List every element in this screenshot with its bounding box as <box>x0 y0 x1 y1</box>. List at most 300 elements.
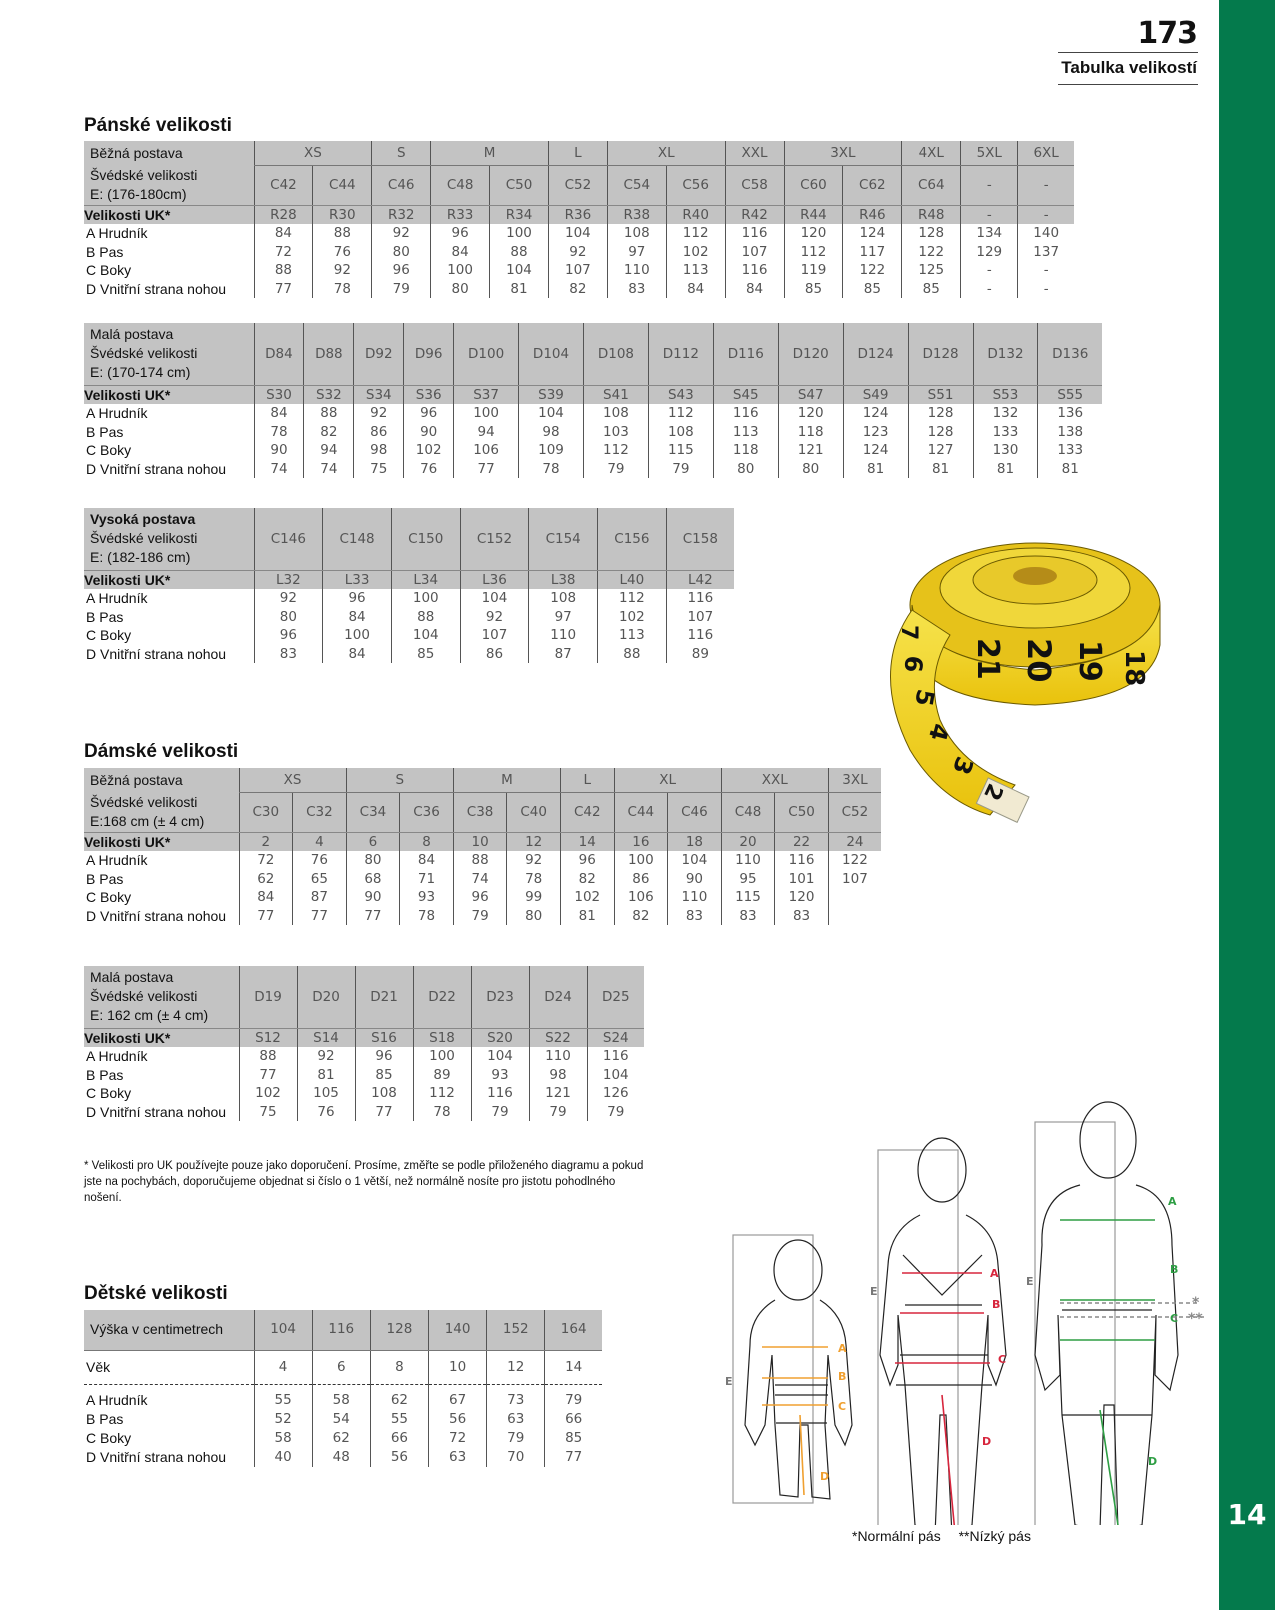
waist-cell: 71 <box>400 870 454 889</box>
size-group-header: XS <box>239 768 346 792</box>
swedish-size-cell: D84 <box>254 323 304 385</box>
waist-cell: 93 <box>471 1066 529 1085</box>
uk-size-cell: S24 <box>587 1028 644 1047</box>
uk-size-cell: S34 <box>354 385 404 404</box>
uk-size-cell: S18 <box>413 1028 471 1047</box>
waist-cell: 117 <box>843 243 902 262</box>
uk-size-cell: 14 <box>560 832 614 851</box>
hips-cell: 124 <box>843 441 908 460</box>
waist-cell: 80 <box>372 243 431 262</box>
row-label: D Vnitřní strana nohou <box>86 645 227 662</box>
uk-size-cell: R42 <box>725 205 784 224</box>
row-label: A Hrudník <box>86 852 148 868</box>
size-group-header: XXL <box>725 141 784 165</box>
row-label: Velikosti UK* <box>84 205 254 224</box>
hips-cell: 120 <box>775 888 829 907</box>
chest-cell: 88 <box>313 224 372 243</box>
label-d: D <box>820 1470 830 1483</box>
child-figure-outline <box>745 1240 852 1499</box>
chest-row <box>84 589 734 608</box>
waist-cell: 90 <box>668 870 722 889</box>
chest-cell: 58 <box>312 1384 370 1410</box>
hips-cell: 109 <box>519 441 584 460</box>
inseam-cell: - <box>1018 280 1074 299</box>
label-a: A <box>990 1267 999 1280</box>
chest-cell: 112 <box>598 589 667 608</box>
row-label: B Pas <box>86 1066 124 1083</box>
uk-size-cell: S41 <box>583 385 648 404</box>
tape-number: 6 <box>898 654 928 674</box>
hips-cell: 100 <box>323 626 392 645</box>
label-c: C <box>838 1400 847 1413</box>
uk-size-cell: S30 <box>254 385 304 404</box>
hips-cell: 96 <box>372 261 431 280</box>
swedish-size-cell: D112 <box>648 323 713 385</box>
waist-cell: 63 <box>487 1410 545 1429</box>
hips-cell: 127 <box>908 441 973 460</box>
hips-cell: 118 <box>713 441 778 460</box>
row-label: D Vnitřní strana nohou <box>86 280 227 297</box>
chest-cell: 116 <box>587 1047 644 1066</box>
inseam-cell: 85 <box>391 645 460 664</box>
waist-cell: 84 <box>323 608 392 627</box>
chest-cell: 88 <box>453 851 507 870</box>
row-label: B Pas <box>86 1410 124 1427</box>
page-title: Tabulka velikostí <box>1061 58 1197 77</box>
waist-cell: 94 <box>454 423 519 442</box>
row-label: C Boky <box>86 1429 132 1446</box>
swedish-size-cell: C48 <box>431 165 490 205</box>
uk-size-cell: - <box>1018 205 1074 224</box>
uk-size-cell: R33 <box>431 205 490 224</box>
swedish-size-cell: C48 <box>721 792 775 832</box>
chest-cell: 88 <box>304 404 354 423</box>
kids-section-title: Dětské velikosti <box>84 1283 228 1304</box>
inseam-cell: 83 <box>668 907 722 926</box>
size-group-row <box>84 141 1074 165</box>
swedish-size-row <box>84 966 644 1028</box>
hips-cell: 94 <box>304 441 354 460</box>
swedish-size-cell: D116 <box>713 323 778 385</box>
swedish-size-cell: D21 <box>355 966 413 1028</box>
swedish-size-row <box>84 792 881 832</box>
inseam-cell: 85 <box>902 280 961 299</box>
waist-cell: 97 <box>529 608 598 627</box>
row-label-line: E:168 cm (± 4 cm) <box>90 812 205 829</box>
man-measure-arrows <box>1060 1220 1158 1525</box>
chest-cell: 100 <box>490 224 549 243</box>
chest-cell: 88 <box>239 1047 297 1066</box>
age-cell: 6 <box>312 1350 370 1384</box>
chest-cell: 92 <box>372 224 431 243</box>
waist-cell: 104 <box>587 1066 644 1085</box>
row-label: D Vnitřní strana nohou <box>86 907 227 924</box>
row-label-line: Švédské velikosti <box>90 793 198 810</box>
swedish-size-cell: C60 <box>784 165 843 205</box>
hips-row <box>84 626 734 645</box>
row-label <box>84 966 239 1028</box>
waist-cell: 107 <box>828 870 881 889</box>
chest-cell: 84 <box>254 404 304 423</box>
waist-cell: 77 <box>239 1066 297 1085</box>
uk-size-cell: L33 <box>323 570 392 589</box>
inseam-cell: 88 <box>598 645 667 664</box>
swedish-size-cell: D19 <box>239 966 297 1028</box>
chest-cell: 134 <box>961 224 1018 243</box>
row-label: Výška v centimetrech <box>84 1310 254 1350</box>
inseam-cell: 79 <box>529 1103 587 1122</box>
chest-cell: 96 <box>323 589 392 608</box>
chest-cell: 92 <box>254 589 323 608</box>
row-label: D Vnitřní strana nohou <box>86 460 227 477</box>
inseam-cell: 79 <box>587 1103 644 1122</box>
uk-size-cell: S36 <box>404 385 454 404</box>
chest-cell: 84 <box>400 851 454 870</box>
uk-size-row <box>84 385 1102 404</box>
swedish-size-cell: C50 <box>490 165 549 205</box>
uk-size-cell: R32 <box>372 205 431 224</box>
chest-row <box>84 1047 644 1066</box>
waist-row <box>84 243 1074 262</box>
row-label-line: Švédské velikosti <box>90 166 198 183</box>
chest-cell: 84 <box>254 224 313 243</box>
hips-cell: 90 <box>346 888 400 907</box>
waist-cell: 118 <box>778 423 843 442</box>
header-rule <box>1058 84 1198 85</box>
waist-cell: 78 <box>254 423 304 442</box>
swedish-size-cell: C42 <box>560 792 614 832</box>
hips-cell: 58 <box>254 1429 312 1448</box>
inseam-cell: 75 <box>239 1103 297 1122</box>
row-label: A Hrudník <box>86 225 148 241</box>
chest-cell: 112 <box>648 404 713 423</box>
uk-size-row <box>84 1028 644 1047</box>
row-label: C Boky <box>86 889 132 905</box>
swedish-size-row <box>84 165 1074 205</box>
inseam-cell: 70 <box>487 1448 545 1467</box>
chest-cell: 104 <box>460 589 529 608</box>
tape-number: 5 <box>909 686 940 709</box>
chest-cell: 124 <box>843 404 908 423</box>
label-c: C <box>1170 1312 1179 1325</box>
inseam-cell: 77 <box>454 460 519 479</box>
inseam-cell: 83 <box>254 645 323 664</box>
waist-cell: 92 <box>548 243 607 262</box>
chest-cell: 108 <box>607 224 666 243</box>
waist-cell: 133 <box>973 423 1038 442</box>
man-height-bracket <box>1035 1122 1115 1525</box>
chest-cell: 128 <box>902 224 961 243</box>
hips-cell: 116 <box>666 626 734 645</box>
chest-cell: 100 <box>413 1047 471 1066</box>
label-b: B <box>1170 1263 1179 1276</box>
inseam-row <box>84 1103 644 1122</box>
tape-number: 20 <box>1020 638 1058 683</box>
uk-size-cell: S49 <box>843 385 908 404</box>
inseam-cell: 80 <box>431 280 490 299</box>
swedish-size-cell: D104 <box>519 323 584 385</box>
swedish-size-cell: C54 <box>607 165 666 205</box>
chest-cell: 96 <box>404 404 454 423</box>
hips-cell: 110 <box>668 888 722 907</box>
chest-cell: 108 <box>529 589 598 608</box>
waist-cell: 88 <box>490 243 549 262</box>
row-label-line: Malá postava <box>90 969 174 986</box>
size-group-header: L <box>548 141 607 165</box>
waist-legend <box>852 1528 1045 1544</box>
hips-cell: 102 <box>404 441 454 460</box>
uk-size-cell: 16 <box>614 832 668 851</box>
hips-cell: 119 <box>784 261 843 280</box>
inseam-row <box>84 907 881 926</box>
chest-cell: 128 <box>908 404 973 423</box>
row-label: Běžná postava <box>84 141 254 165</box>
waist-cell: 55 <box>370 1410 428 1429</box>
height-cell: 128 <box>370 1310 428 1350</box>
row-label: A Hrudník <box>86 590 148 606</box>
uk-size-row <box>84 832 881 851</box>
chest-cell: 108 <box>583 404 648 423</box>
swedish-size-row <box>84 323 1102 385</box>
inseam-cell: 79 <box>471 1103 529 1122</box>
row-label-line: E: (170-174 cm) <box>90 364 191 381</box>
hips-row <box>84 441 1102 460</box>
hips-cell: 107 <box>548 261 607 280</box>
uk-size-cell: S51 <box>908 385 973 404</box>
chest-cell: 100 <box>454 404 519 423</box>
uk-size-cell: R34 <box>490 205 549 224</box>
uk-size-cell: 12 <box>507 832 561 851</box>
chest-cell: 116 <box>666 589 734 608</box>
women-section-title: Dámské velikosti <box>84 741 239 762</box>
swedish-size-cell: C148 <box>323 508 392 570</box>
inseam-cell: 77 <box>346 907 400 926</box>
inseam-cell: 81 <box>490 280 549 299</box>
swedish-size-cell: D108 <box>583 323 648 385</box>
inseam-cell: 80 <box>507 907 561 926</box>
waist-cell: 102 <box>666 243 725 262</box>
hips-cell: 110 <box>607 261 666 280</box>
inseam-cell <box>828 907 881 926</box>
low-waist-marker: ** <box>1188 1311 1203 1327</box>
uk-size-row <box>84 570 734 589</box>
label-a: A <box>838 1342 847 1355</box>
hips-cell: 93 <box>400 888 454 907</box>
swedish-size-cell: C146 <box>254 508 323 570</box>
inseam-cell: 77 <box>545 1448 602 1467</box>
size-group-header: 5XL <box>961 141 1018 165</box>
inseam-cell: 83 <box>607 280 666 299</box>
waist-cell: 86 <box>614 870 668 889</box>
row-label: B Pas <box>86 870 124 887</box>
swedish-size-cell: - <box>1018 165 1074 205</box>
chest-cell: 104 <box>471 1047 529 1066</box>
tape-number: 18 <box>1119 650 1149 687</box>
swedish-size-cell: C154 <box>529 508 598 570</box>
chest-cell: 100 <box>614 851 668 870</box>
uk-size-cell: L40 <box>598 570 667 589</box>
uk-size-cell: 2 <box>239 832 293 851</box>
chest-cell: 120 <box>784 224 843 243</box>
swedish-size-cell: C42 <box>254 165 313 205</box>
uk-size-cell: - <box>961 205 1018 224</box>
size-group-header: XL <box>614 768 721 792</box>
uk-size-cell: R46 <box>843 205 902 224</box>
hips-cell: 104 <box>490 261 549 280</box>
inseam-cell: 77 <box>239 907 293 926</box>
age-cell: 8 <box>370 1350 428 1384</box>
waist-cell: 92 <box>460 608 529 627</box>
row-label <box>84 165 254 205</box>
chest-cell: 120 <box>778 404 843 423</box>
swedish-size-cell: D120 <box>778 323 843 385</box>
inseam-cell: 78 <box>400 907 454 926</box>
uk-size-cell: S37 <box>454 385 519 404</box>
inseam-cell: 40 <box>254 1448 312 1467</box>
row-label: Běžná postava <box>84 768 239 792</box>
inseam-cell: 48 <box>312 1448 370 1467</box>
uk-size-cell: 4 <box>293 832 347 851</box>
swedish-size-cell: C158 <box>666 508 734 570</box>
swedish-size-cell: D96 <box>404 323 454 385</box>
swedish-size-cell: D92 <box>354 323 404 385</box>
chest-cell: 110 <box>721 851 775 870</box>
row-label <box>84 792 239 832</box>
waist-cell: 129 <box>961 243 1018 262</box>
waist-cell: 97 <box>607 243 666 262</box>
chest-row <box>84 1384 602 1410</box>
size-group-header: XL <box>607 141 725 165</box>
hips-cell: 126 <box>587 1084 644 1103</box>
row-label <box>84 323 254 385</box>
measuring-tape-image <box>830 510 1170 830</box>
label-c: C <box>998 1353 1007 1366</box>
row-label: Věk <box>84 1350 254 1384</box>
swedish-size-cell: C40 <box>507 792 561 832</box>
label-b: B <box>838 1370 847 1383</box>
inseam-cell: 76 <box>297 1103 355 1122</box>
swedish-size-cell: C44 <box>313 165 372 205</box>
waist-cell: 65 <box>293 870 347 889</box>
tape-number: 7 <box>896 625 921 641</box>
swedish-size-cell: C52 <box>828 792 881 832</box>
inseam-cell: 63 <box>429 1448 487 1467</box>
swedish-size-cell: D136 <box>1038 323 1102 385</box>
hips-cell: 105 <box>297 1084 355 1103</box>
swedish-size-cell: C56 <box>666 165 725 205</box>
inseam-row <box>84 1448 602 1467</box>
hips-cell: 112 <box>583 441 648 460</box>
uk-size-cell: L42 <box>666 570 734 589</box>
inseam-cell: 80 <box>778 460 843 479</box>
inseam-cell: 76 <box>404 460 454 479</box>
chest-cell: 96 <box>431 224 490 243</box>
swedish-size-cell: C58 <box>725 165 784 205</box>
hips-cell: - <box>961 261 1018 280</box>
waist-cell: 81 <box>297 1066 355 1085</box>
row-label: C Boky <box>86 1085 132 1101</box>
swedish-size-row <box>84 508 734 570</box>
swedish-size-cell: C44 <box>614 792 668 832</box>
uk-size-cell: L36 <box>460 570 529 589</box>
waist-cell: 54 <box>312 1410 370 1429</box>
chest-row <box>84 224 1074 243</box>
hips-cell: 88 <box>254 261 313 280</box>
row-label: B Pas <box>86 608 124 625</box>
swedish-size-cell: - <box>961 165 1018 205</box>
hips-cell: 125 <box>902 261 961 280</box>
swedish-size-cell: C38 <box>453 792 507 832</box>
tape-number: 3 <box>946 752 979 779</box>
height-cell: 140 <box>429 1310 487 1350</box>
height-cell: 116 <box>312 1310 370 1350</box>
row-label-line: Malá postava <box>90 326 174 343</box>
men-tall-table <box>84 508 734 663</box>
woman-height-bracket <box>878 1150 958 1525</box>
hips-cell: 102 <box>239 1084 297 1103</box>
chest-cell: 116 <box>725 224 784 243</box>
inseam-cell: 81 <box>1038 460 1102 479</box>
men-regular-table <box>84 141 1074 298</box>
waist-cell: 98 <box>519 423 584 442</box>
hips-row <box>84 261 1074 280</box>
waist-cell: 89 <box>413 1066 471 1085</box>
kids-table <box>84 1310 602 1467</box>
size-group-header: XXL <box>721 768 828 792</box>
waist-cell: 113 <box>713 423 778 442</box>
size-group-header: 3XL <box>828 768 881 792</box>
age-row <box>84 1350 602 1384</box>
inseam-cell: 79 <box>583 460 648 479</box>
swedish-size-cell: C152 <box>460 508 529 570</box>
row-label-line: Švédské velikosti <box>90 530 198 547</box>
chest-cell: 96 <box>560 851 614 870</box>
inseam-cell: 77 <box>254 280 313 299</box>
hips-cell: 106 <box>614 888 668 907</box>
child-measure-arrows <box>762 1347 828 1495</box>
chapter-sidebar <box>1219 0 1275 1610</box>
uk-size-cell: 8 <box>400 832 454 851</box>
inseam-cell: 86 <box>460 645 529 664</box>
hips-cell: 84 <box>239 888 293 907</box>
hips-cell: 85 <box>545 1429 602 1448</box>
height-row <box>84 1310 602 1350</box>
waist-row <box>84 1410 602 1429</box>
legend-normal-waist: *Normální pás <box>852 1528 941 1544</box>
row-label: Velikosti UK* <box>84 1028 239 1047</box>
chest-cell: 96 <box>355 1047 413 1066</box>
waist-cell: 107 <box>666 608 734 627</box>
waist-cell: 88 <box>391 608 460 627</box>
inseam-cell: 87 <box>529 645 598 664</box>
swedish-size-cell: D128 <box>908 323 973 385</box>
inseam-row <box>84 460 1102 479</box>
inseam-cell: 81 <box>843 460 908 479</box>
waist-row <box>84 1066 644 1085</box>
hips-cell: 92 <box>313 261 372 280</box>
hips-cell: 102 <box>560 888 614 907</box>
waist-row <box>84 423 1102 442</box>
uk-size-cell: 22 <box>775 832 829 851</box>
swedish-size-cell: D88 <box>304 323 354 385</box>
uk-size-cell: S53 <box>973 385 1038 404</box>
size-group-header: 6XL <box>1018 141 1074 165</box>
inseam-row <box>84 280 1074 299</box>
swedish-size-cell: C36 <box>400 792 454 832</box>
inseam-cell: 77 <box>293 907 347 926</box>
hips-cell: 100 <box>431 261 490 280</box>
hips-cell: 122 <box>843 261 902 280</box>
